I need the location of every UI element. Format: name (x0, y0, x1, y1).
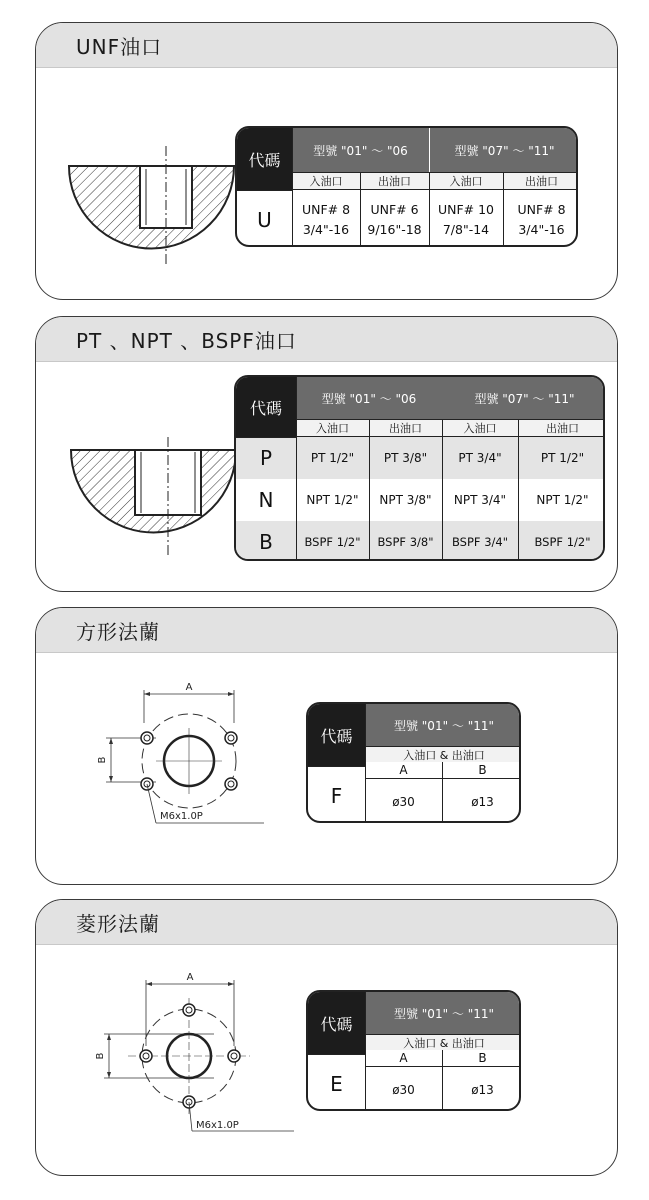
square-flange-section (35, 607, 618, 885)
col-a-header: A (365, 1050, 442, 1067)
unf-spec-table (235, 126, 578, 247)
code-letter: U (257, 207, 272, 232)
pt-section (35, 316, 618, 592)
model-header-a: 型號 "01" ～ "06 (296, 377, 442, 419)
square-flange-diagram (84, 678, 284, 853)
dim-b-label: B (97, 756, 108, 764)
col-b-header: B (442, 1050, 521, 1067)
dim-b-label: B (95, 1052, 106, 1060)
section-title: PT 、NPT 、BSPF油口 (36, 317, 617, 362)
spec-cell: NPT 1/2" (306, 493, 359, 507)
sub-header: 出油口 (518, 419, 605, 437)
diamond-flange-section (35, 899, 618, 1176)
code-header: 代碼 (237, 128, 292, 190)
spec-cell: UNF# 8 3/4"-16 (301, 201, 351, 237)
section-title: UNF油口 (36, 23, 617, 68)
sub-header: 出油口 (360, 172, 429, 190)
spec-cell: NPT 3/4" (453, 493, 507, 507)
spec-cell: PT 1/2" (518, 437, 605, 479)
spec-cell: BSPF 3/8" (369, 521, 442, 561)
sub-header: 出油口 (503, 172, 578, 190)
section-title: 菱形法蘭 (36, 900, 617, 945)
code-header: 代碼 (236, 377, 296, 437)
model-header: 型號 "01" ～ "11" (365, 704, 521, 746)
col-b-header: B (442, 762, 521, 779)
code-header: 代碼 (308, 704, 365, 766)
sub-header: 入油口 & 出油口 (365, 746, 521, 762)
spec-cell: BSPF 3/4" (442, 521, 518, 561)
sub-header: 入油口 (429, 172, 503, 190)
pt-spec-table (234, 375, 605, 561)
model-header-b: 型號 "07" ～ "11" (442, 377, 605, 419)
dim-a-label: A (185, 682, 193, 693)
spec-cell: NPT 3/8" (379, 493, 432, 507)
spec-cell: PT 1/2" (296, 437, 369, 479)
spec-cell: ø13 (471, 795, 494, 809)
bolt-label: M6x1.0P (160, 811, 203, 822)
spec-cell: ø13 (471, 1083, 494, 1097)
model-header-b: 型號 "07" ～ "11" (429, 128, 578, 172)
spec-cell: BSPF 1/2" (518, 521, 605, 561)
code-letter: B (236, 521, 296, 561)
sub-header: 出油口 (369, 419, 442, 437)
square-spec-table (306, 702, 521, 823)
spec-cell: NPT 1/2" (536, 493, 589, 507)
sub-header: 入油口 & 出油口 (365, 1034, 521, 1050)
code-header: 代碼 (308, 992, 365, 1054)
section-title: 方形法蘭 (36, 608, 617, 653)
spec-cell: UNF# 8 3/4"-16 (517, 201, 566, 237)
col-a-header: A (365, 762, 442, 779)
spec-cell: BSPF 1/2" (296, 521, 369, 561)
code-letter: N (258, 488, 274, 512)
unf-port-diagram (64, 141, 244, 281)
pt-port-diagram (66, 435, 246, 575)
sub-header: 入油口 (292, 172, 360, 190)
spec-cell: UNF# 10 7/8"-14 (437, 201, 495, 237)
spec-cell: UNF# 6 9/16"-18 (367, 201, 422, 237)
code-letter: E (330, 1071, 343, 1096)
unf-section (35, 22, 618, 300)
dim-a-label: A (186, 972, 194, 983)
spec-cell: PT 3/8" (369, 437, 442, 479)
bolt-label: M6x1.0P (196, 1120, 239, 1131)
spec-cell: PT 3/4" (442, 437, 518, 479)
sub-header: 入油口 (296, 419, 369, 437)
code-letter: P (236, 437, 296, 479)
diamond-flange-diagram (84, 968, 304, 1143)
spec-cell: ø30 (392, 795, 415, 809)
model-header: 型號 "01" ～ "11" (365, 992, 521, 1034)
code-letter: F (330, 783, 343, 808)
sub-header: 入油口 (442, 419, 518, 437)
diamond-spec-table (306, 990, 521, 1111)
spec-cell: ø30 (392, 1083, 415, 1097)
model-header-a: 型號 "01" ～ "06 (292, 128, 429, 172)
